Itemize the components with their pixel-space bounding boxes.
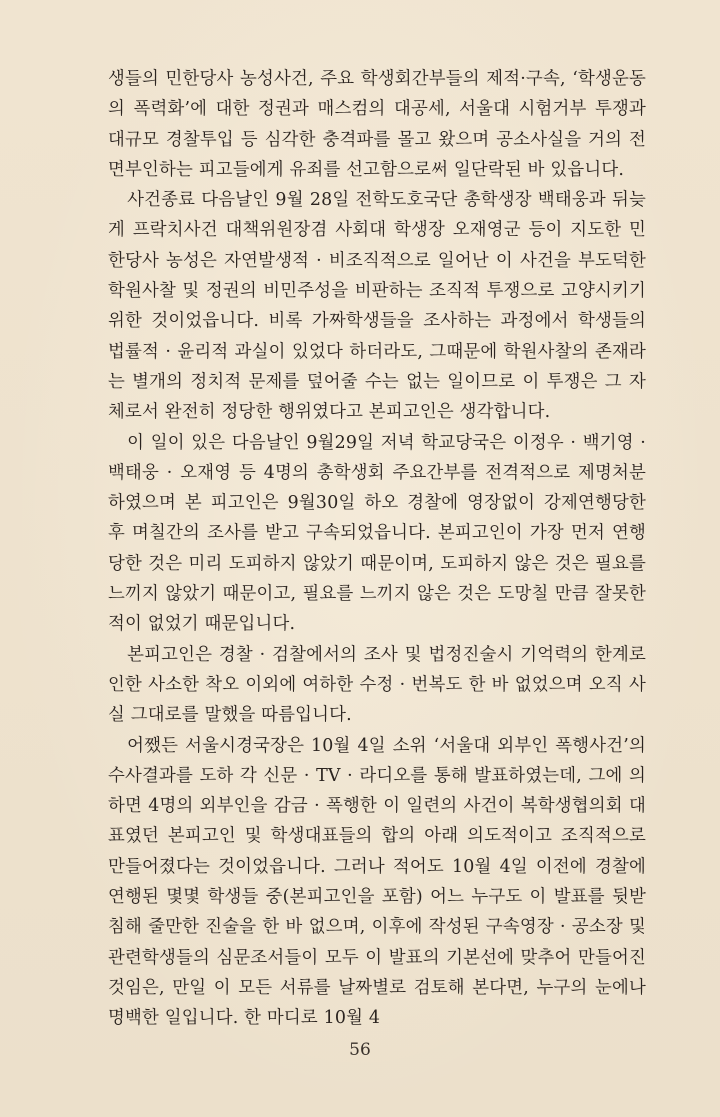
page-number: 56 [349,1040,371,1060]
paragraph-1: 생들의 민한당사 농성사건, 주요 학생회간부들의 제적·구속, ‘학생운동의 폭력화’에 대한 정권과 매스컴의 대공세, 서울대 시험거부 투쟁과 대규모 경찰투입 등 심각한 충격파를 몰고 왔으며 공소사실을 거의 전면부인하는 피고들에게 유죄를 선고함으로써 일단락된 바 있읍니다. [108,69,646,180]
paragraph-2: 사건종료 다음날인 9월 28일 전학도호국단 총학생장 백태웅과 뒤늦게 프락치사건 대책위원장겸 사회대 학생장 오재영군 등이 지도한 민한당사 농성은 자연발생적 · 비조직적으로 일어난 이 사건을 부도덕한 학원사찰 및 정권의 비민주성을 비판하는 조직적 투쟁으로 고양시키기 위한 것이었읍니다. 비록 가짜학생들을 조사하는 과정에서 학생들의 법률적 · 윤리적 과실이 있었다 하더라도, 그때문에 학원사찰의 존재라는 별개의 정치적 문제를 덮어줄 수는 없는 일이므로 이 투쟁은 그 자체로서 완전히 정당한 행위였다고 본피고인은 생각합니다. [108,190,646,423]
body-text [108,64,646,1034]
paragraph-5: 어쨌든 서울시경국장은 10월 4일 소위 ‘서울대 외부인 폭행사건’의 수사결과를 도하 각 신문 · TV · 라디오를 통해 발표하였는데, 그에 의하면 4명의 외부인을 감금 · 폭행한 이 일련의 사건이 복학생협의회 대표였던 본피고인 및 학생대표들의 합의 아래 의도적이고 조직적으로 만들어졌다는 것이었읍니다. 그러나 적어도 10월 4일 이전에 경찰에 연행된 몇몇 학생들 중(본피고인을 포함) 어느 누구도 이 발표를 뒷받침해 줄만한 진술을 한 바 없으며, 이후에 작성된 구속영장 · 공소장 및 관련학생들의 심문조서들이 모두 이 발표의 기본선에 맞추어 만들어진 것임은, 만일 이 모든 서류를 날짜별로 검토해 본다면, 누구의 눈에나 명백한 일입니다. 한 마디로 10월 4 [108,735,646,1029]
paragraph-4: 본피고인은 경찰 · 검찰에서의 조사 및 법정진술시 기억력의 한계로 인한 사소한 착오 이외에 여하한 수정 · 번복도 한 바 없었으며 오직 사실 그대로를 말했을 따름입니다. [108,644,646,726]
paragraph-3: 이 일이 있은 다음날인 9월29일 저녁 학교당국은 이정우 · 백기영 · 백태웅 · 오재영 등 4명의 총학생회 주요간부를 전격적으로 제명처분하였으며 본 피고인은 9월30일 하오 경찰에 영장없이 강제연행당한 후 며칠간의 조사를 받고 구속되었읍니다. 본피고인이 가장 먼저 연행당한 것은 미리 도피하지 않았기 때문이며, 도피하지 않은 것은 필요를 느끼지 않았기 때문이고, 필요를 느끼지 않은 것은 도망칠 만큼 잘못한 적이 없었기 때문입니다. [108,432,646,635]
